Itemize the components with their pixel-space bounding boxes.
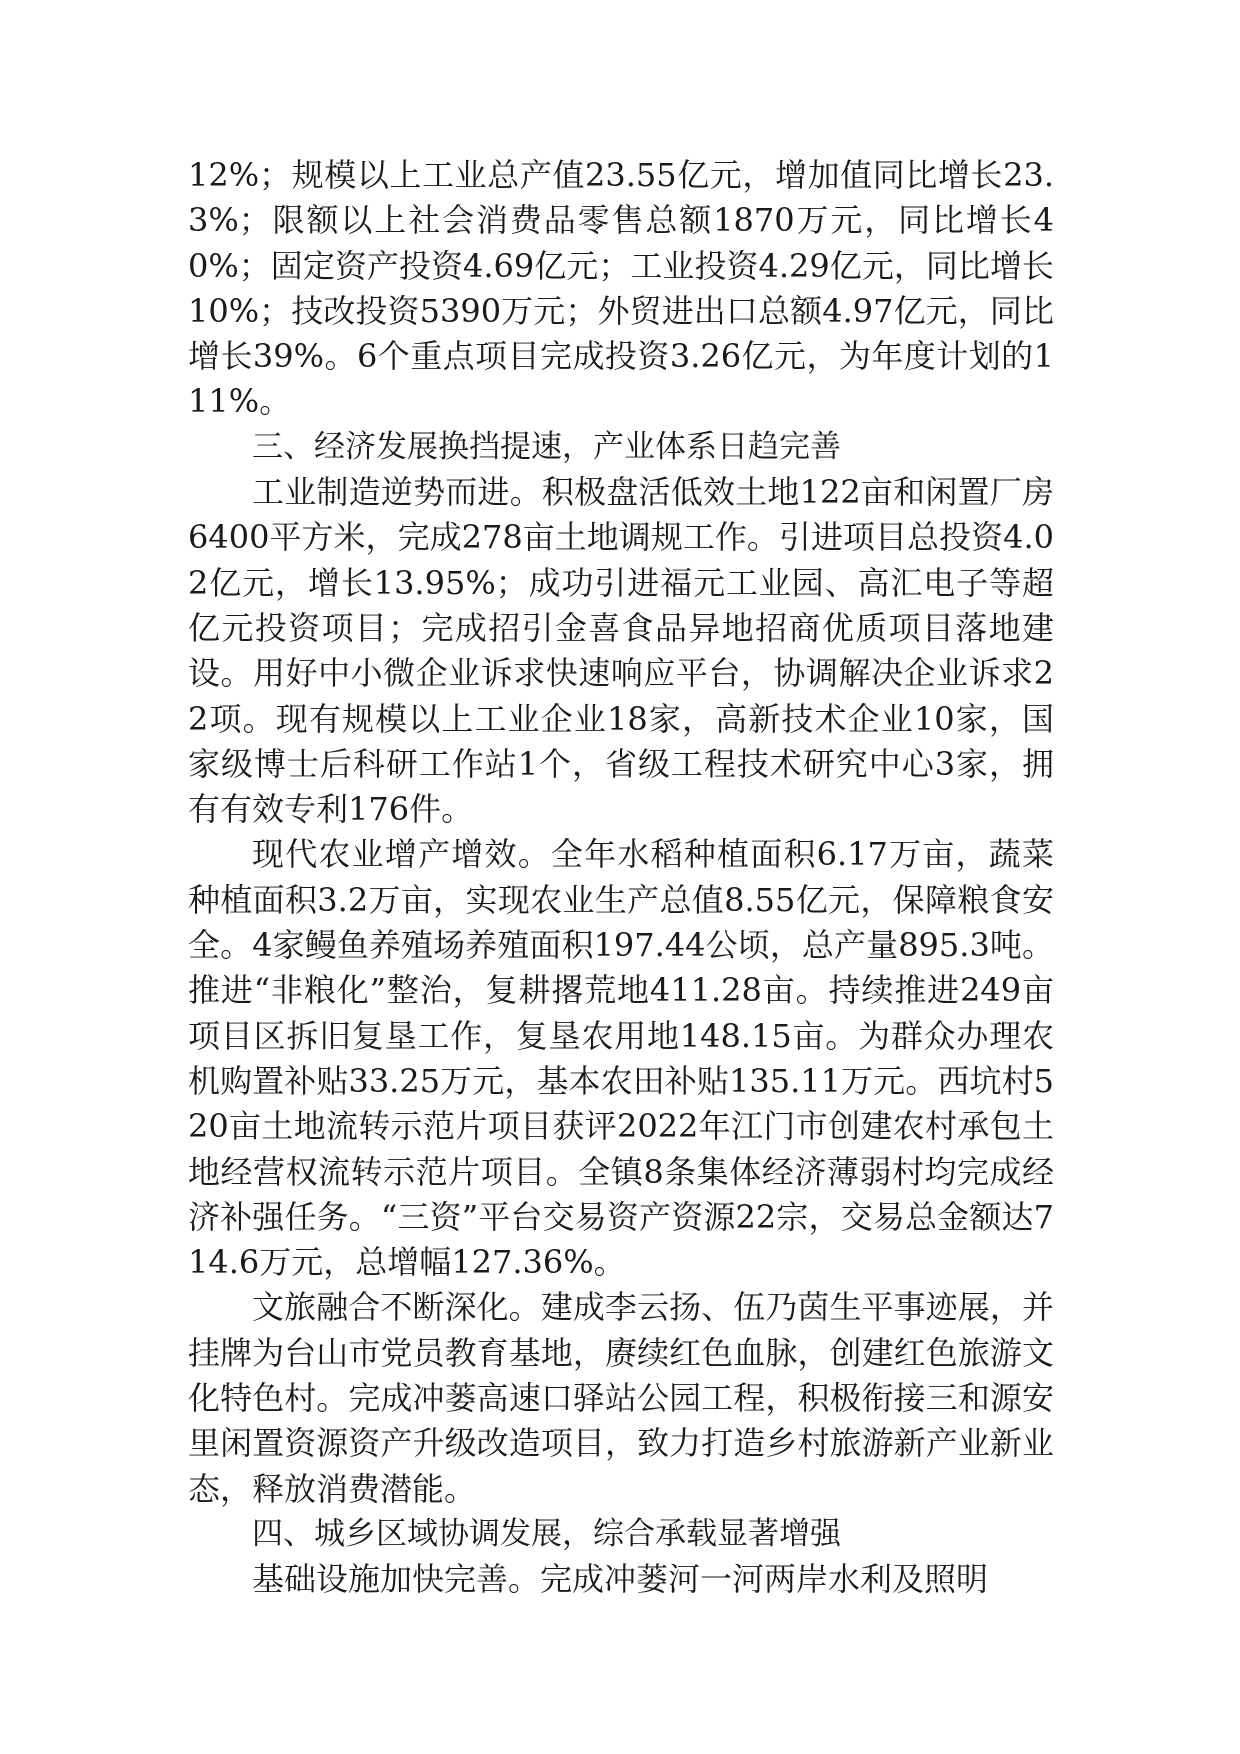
paragraph-economic-indicators: 12%；规模以上工业总产值23.55亿元，增加值同比增长23.3%；限额以上社会消费品零售总额1870万元，同比增长40%；固定资产投资4.69亿元；工业投资4.29亿元，同比增长10%；技改投资5390万元；外贸进出口总额4.97亿元，同比增长39%。6个重点项目完成投资3.26亿元，为年度计划的111%。 bbox=[188, 156, 1054, 421]
document-page bbox=[188, 153, 1054, 1603]
paragraph-modern-agriculture: 现代农业增产增效。全年水稻种植面积6.17万亩，蔬菜种植面积3.2万亩，实现农业生产总值8.55亿元，保障粮食安全。4家鳗鱼养殖场养殖面积197.44公顷，总产量895.3吨。推进“非粮化”整治，复耕撂荒地411.28亩。持续推进249亩项目区拆旧复垦工作，复垦农用地148.15亩。为群众办理农机购置补贴33.25万元，基本农田补贴135.11万元。西坑村520亩土地流转示范片项目获评2022年江门市创建农村承包土地经营权流转示范片项目。全镇8条集体经济薄弱村均完成经济补强任务。“三资”平台交易资产资源22宗，交易总金额达714.6万元，总增幅127.36%。 bbox=[188, 835, 1054, 1282]
paragraph-culture-tourism: 文旅融合不断深化。建成李云扬、伍乃茵生平事迹展，并挂牌为台山市党员教育基地，赓续红色血脉，创建红色旅游文化特色村。完成冲蒌高速口驿站公园工程，积极衔接三和源安里闲置资源资产升级改造项目，致力打造乡村旅游新产业新业态，释放消费潜能。 bbox=[188, 1288, 1054, 1508]
paragraph-industrial-manufacturing: 工业制造逆势而进。积极盘活低效土地122亩和闲置厂房6400平方米，完成278亩土地调规工作。引进项目总投资4.02亿元，增长13.95%；成功引进福元工业园、高汇电子等超亿元投资项目；完成招引金喜食品异地招商优质项目落地建设。用好中小微企业诉求快速响应平台，协调解决企业诉求22项。现有规模以上工业企业18家，高新技术企业10家，国家级博士后科研工作站1个，省级工程技术研究中心3家，拥有有效专利176件。 bbox=[188, 473, 1054, 829]
paragraph-infrastructure: 基础设施加快完善。完成冲蒌河一河两岸水利及照明 bbox=[252, 1560, 989, 1599]
section-heading-four: 四、城乡区域协调发展，综合承载显著增强 bbox=[252, 1515, 841, 1552]
section-heading-three: 三、经济发展换挡提速，产业体系日趋完善 bbox=[252, 428, 841, 465]
